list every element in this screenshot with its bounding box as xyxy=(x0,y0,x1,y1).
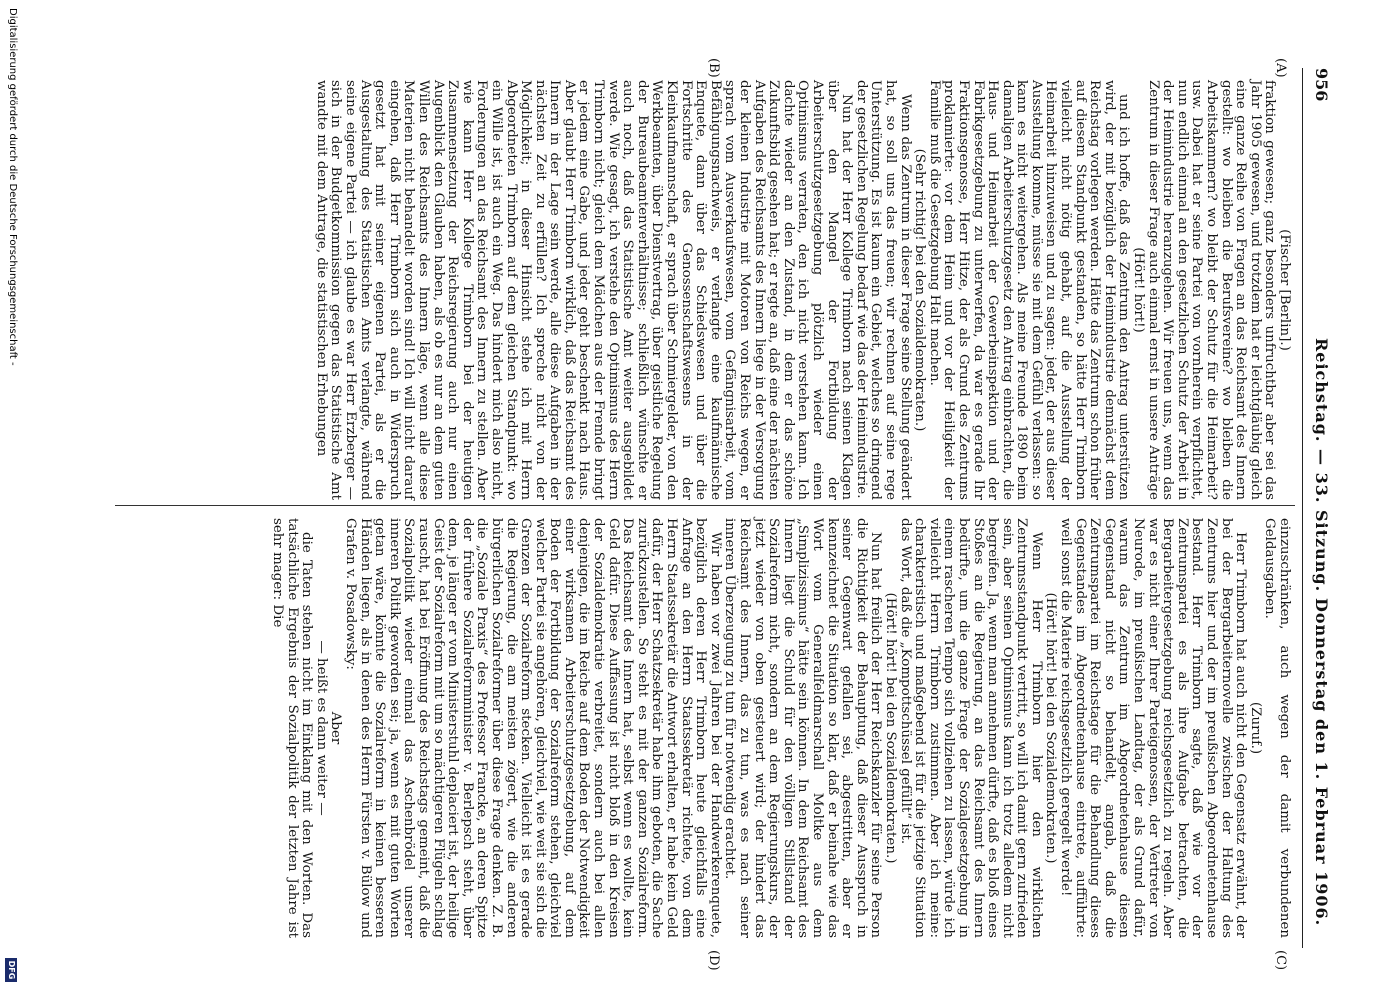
paragraph: Wenn Herr Trimborn hier den wirklichen Zentrumsstandpunkt vertritt, so will ich damit gern zufrieden sein, aber seinen Optimismus kann ich trotz alledem nicht begreifen. Ja, wenn man annehmen dürfte, daß es bloß eines Stoßes an die Regierung, an das Reichsamt des Innern bedürfte, um die ganze Frage der Sozialgesetzgebung in einem rascheren Tempo sich vollziehen zu lassen, würde ich vielleicht Herrn Trimborn zustimmen. Aber ich meine: charakteristisch und maßgebend ist für die jetzige Situation das Wort, daß die „Kompottschüssel gefüllt“ ist. xyxy=(897,518,1044,938)
margin-marker-a: (A) xyxy=(1273,58,1288,78)
digitization-footer xyxy=(2,8,18,988)
digitization-credit: Digitalisierung gefördert durch die Deutsche Forschungsgemeinschaft - xyxy=(7,8,18,366)
right-column xyxy=(269,518,1291,938)
left-column xyxy=(313,80,1291,500)
paragraph: Wir haben vor zwei Jahren bei der Handwerkerenquete, bezüglich deren Herr Trimborn heute gleichfalls eine Anfrage an den Herrn Staatssekretär richtete, von dem Herrn Staatssekretär die Antwort erhalten, er habe kein Geld dafür, der Herr Schatzsekretär habe ihm geboten, die Sache zurückzustellen. So steht es mit der ganzen Sozialreform. Das Reichsamt des Innern hat, selbst wenn es wollte, kein Geld dafür. Diese Auffassung ist nicht bloß in den Kreisen der Sozialdemokratie verbreitet, sondern auch bei allen denjenigen, die im Reiche auf dem Boden der Notwendigkeit einer wirksamen Arbeiterschutzgesetzgebung, auf dem Boden der Fortbildung der Sozialreform stehen, gleichviel welcher Partei sie angehören, gleichviel, wie weit sie sich die Grenzen der Sozialreform stecken. Vielleicht ist es gerade die Regierung, die am meisten zögert, wie die anderen bürgerlichen Sozialreformer über diese Frage denken. Z. B. die „Soziale Praxis“ des Professor Francke, an deren Spitze der frühere Sozialreformminister v. Berlepsch steht, über dem, je länger er vom Ministerstuhl deplaciert ist, der heilige Geist der Sozialreform mit um so mächtigeren Flügeln schlag rauscht, hat bei Eröffnung des Reichstags gemeint, daß die Sozialpolitik wieder einmal das Aschenbrödel unserer inneren Politik geworden sei; ja, wenn es mit guten Worten getan wäre, könnte die Sozialreform in keinen besseren Händen liegen, als in denen des Herrn Fürsten v. Bülow und Grafen v. Posadowsky: xyxy=(343,518,723,938)
column-divider xyxy=(115,505,1295,506)
paragraph: einzuschränken, auch wegen der damit verbundenen Geldausgaben. xyxy=(1262,518,1292,938)
paragraph: — heißt es dann weiter — xyxy=(313,640,329,816)
page-number: 956 xyxy=(1312,68,1331,102)
quote: die Taten stehen nicht im Einklang mit den Worten. Das tatsächliche Ergebnis der Sozialpolitik der letzten Jahre ist sehr mager: Die xyxy=(270,518,315,938)
interjection: (Hört! hört!) xyxy=(1131,247,1147,333)
paragraph: Herr Trimborn hat auch nicht den Gegensatz erwähnt, der bei der Bergarbeiternovelle zwischen der Haltung des Zentrums hier und der im preußischen Abgeordnetenhause bestand. Herr Trimborn sagte, daß wie vor der Zentrumspartei es als ihre Aufgabe betrachten, die Bergarbeitergesetzgebung reichsgesetzlich zu regeln. Aber war es nicht einer Ihrer Parteigenossen, der Vertreter von Neurode, im preußischen Landtag, der als Grund dafür, warum das Zentrum im Abgeordnetenhause diesen Gegenstand nicht so behandelt, angab, daß die Zentrumspartei im Reichstage für die Behandlung dieses Gegenstandes im Abgeordnetenhause eintrete, aufführte: weil sonst die Materie reichsgesetzlich geregelt werde! xyxy=(1058,518,1249,938)
speaker-line: (Fischer [Berlin].) xyxy=(1277,229,1292,351)
interjection: (Hört! hört! bei den Sozialdemokraten.) xyxy=(1043,592,1059,864)
header-rule xyxy=(1302,68,1303,948)
session-date: Donnerstag den 1. Februar 1906. xyxy=(1312,598,1331,927)
margin-marker-b: (B) xyxy=(706,58,721,78)
margin-marker-d: (D) xyxy=(706,950,721,971)
paragraph: Nun hat der Herr Kollege Trimborn nach seinen Klagen über den Mangel der Fortbildung der Arbeiterschutzgesetzgebung plötzlich wieder einen Optimismus verraten, den ich nicht verstehen kann. Ich dachte wieder an den Zustand, in dem er das schöne Zukunftsbild gesehen hat; er regte an, daß eine der nächsten Aufgaben des Reichsamts des Innern liege in der Versorgung der kleinen Industrie mit Motoren von Reichs wegen, er sprach vom Ausverkaufswesen, vom Gefängnisarbeit, vom Befähigungsnachweis, er verlangte eine kaufmännische Enquete, dann über das Schiedswesen und über die Fortschritte des Genossenschaftswesens in der Kleinkaufmannschaft, er sprach über Schmiergelder, von den Werkbeamten, über Dienstvertrag, über geistliche Regelung der Bureaubeamtenverhältnisse; schließlich wünschte er auch noch, daß das Statistische Amt weiter ausgebildet werde. Wie gesagt, ich verstehe den Optimismus des Herrn Trimborn nicht; gleich dem Mädchen aus der Fremde bringt er jedem eine Gabe, und jeder geht beschenkt nach Haus. Aber glaubt Herr Trimborn wirklich, daß das Reichsamt des Innern in der Lage sein werde, alle diese Aufgaben in der nächsten Zeit zu erfüllen? Ich spreche nicht von der Möglichkeit; in dieser Hinsicht stehe ich mit Herrn Abgeordneten Trimborn auf dem gleichen Standpunkt: wo ein Wille ist, ist auch ein Weg. Das hindert mich also nicht, Forderungen an das Reichsamt des Innern zu stellen. Aber wie kann Herr Kollege Trimborn bei der heutigen Zusammensetzung der Reichsregierung auch nur einen Augenblick den Glauben haben, als ob es nur an dem guten Willen des Reichsamts des Innern läge, wenn alle diese Materien nicht behandelt worden sind! Ich will nicht darauf eingehen, daß Herr Trimborn sich auch in Widerspruch gesetzt hat mit seiner eigenen Partei, als er die Ausgestaltung des Statistischen Amts verlangte, während seine eigene Partei — ich glaube es war Herr Erzberger — sich in der Budgetkommission gegen das Statistische Amt wandte mit dem Antrage, die statistischen Erhebungen xyxy=(313,80,855,500)
paragraph: Aber xyxy=(328,711,344,745)
paragraph: Nun hat freilich der Herr Reichskanzler für seine Person die Richtigkeit der Behauptung, daß dieser Ausspruch in seiner Gegenwart gefallen sei, abgestritten, aber er kennzeichnet die Situation so klar, daß er beinahe wie das Wort vom Generalfeldmarschall Moltke aus dem „Simplizissimus“ hätte sein können. In dem Reichsamt des Innern liegt die Schuld für den völligen Stillstand der Sozialreform nicht, sondern an dem Regierungskurs, der jetzt wieder von oben gesteuert wird; der hindert das Reichsamt des Innern, das zu tun, was es nach seiner inneren Überzeugung zu tun für notwendig erachtet. xyxy=(722,518,884,938)
interjection: (Zuruf.) xyxy=(1247,701,1263,755)
interjection: (Hört! hört! bei den Sozialdemokraten.) xyxy=(882,592,898,864)
page-header xyxy=(1305,68,1331,948)
interjection: (Sehr richtig! bei den Sozialdemokraten.) xyxy=(912,148,928,432)
paragraph: fraktion gewesen; ganz besonders unfruchtbar aber sei das Jahr 1905 gewesen, und trotzdem hat er leichtgläubig gleich eine ganze Reihe von Fragen an das Reichsamt des Innern gestellt: wo bleiben die Berufsvereine? wo bleiben die Arbeitskammern? wo bleibt der Schutz für die Heimarbeit? usw. Dabei hat er seine Partei von vornherein verpflichtet, nun endlich einmal an den gesetzlichen Schutz der Arbeit in der Heimindustrie heranzugehen. Wir freuen uns, wenn das Zentrum in dieser Frage auch einmal ernst in unsere Anträge xyxy=(1145,80,1278,500)
margin-marker-c: (C) xyxy=(1273,950,1288,971)
session-title: Reichstag. — 33. Sitzung. xyxy=(1312,338,1331,593)
paragraph: und ich hoffe, daß das Zentrum den Antrag unterstützen wird, der mit bezüglich der Heimindustrie demnächst dem Reichstag vorlegen werden. Hätte das Zentrum schon früher auf diesem Standpunkt gestanden, so hätte Herr Trimborn vielleicht nicht nötig gehabt, auf die Ausstellung der Heimarbeit hinzuweisen und zu sagen: jeder, der aus dieser Ausstellung komme, müsse sie mit dem Gefühl verlassen: so kann es nicht weitergehen. Als meine Freunde 1890 beim damaligen Arbeiterschutzgesetz den Antrag einbrachten, die Haus- und Heimarbeit der Gewerbeinspektion und der Fabrikgesetzgebung zu unterwerfen, da war es gerade Ihr Fraktionsgenosse, Herr Hitze, der als Grund des Zentrums proklamierte: vor dem Heim und vor der Heiligkeit der Familie muß die Gesetzgebung Halt machen. xyxy=(926,80,1132,500)
paragraph: Wenn das Zentrum in dieser Frage seine Stellung geändert hat, so soll uns das freuen; wir rechnen auf seine rege Unterstützung. Es ist kaum ein Gebiet, welches so dringend der gesetzlichen Regelung bedarf wie das der Heimindustrie. xyxy=(853,80,913,500)
dfg-logo: DFG xyxy=(5,958,17,982)
